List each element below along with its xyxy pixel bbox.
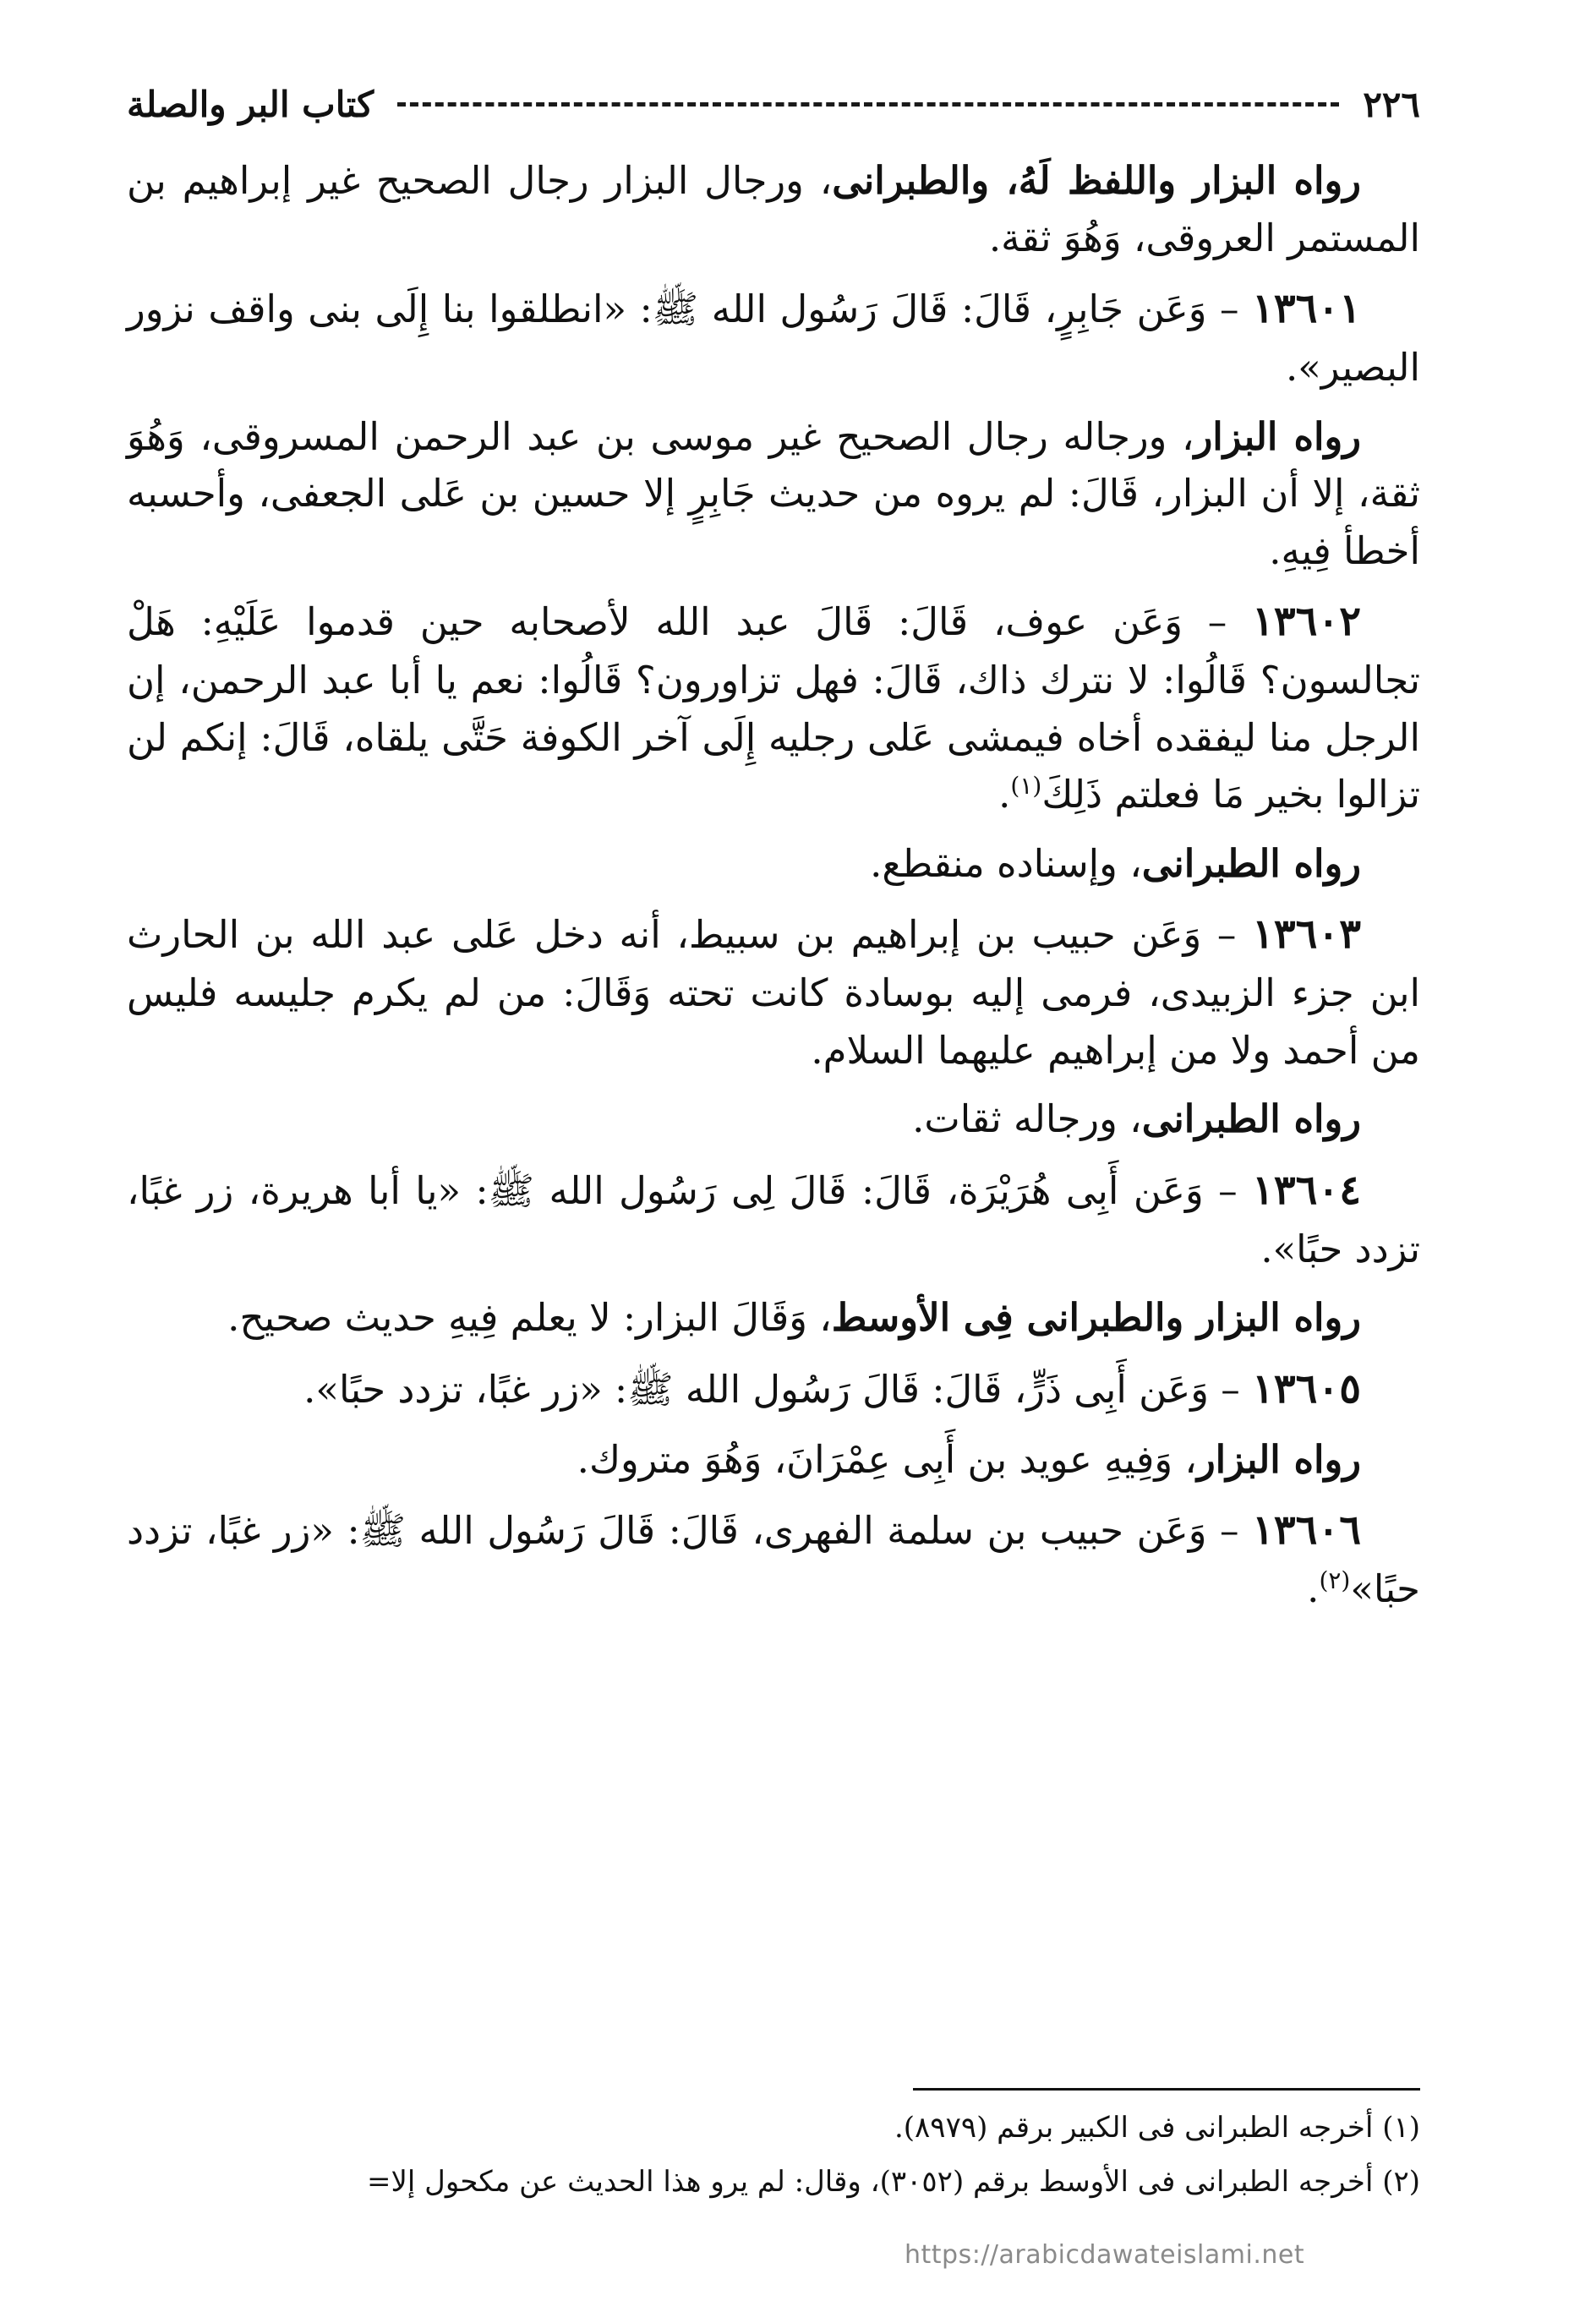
hadith-number: ١٣٦٠١ [1252,285,1361,332]
hadith-paragraph [127,1358,1420,1419]
hadith-text: – وَعَن أَبِى ذَرٍّ، قَالَ: قَالَ رَسُول الله ﷺ: «زر غبًا، تزدد حبًا». [303,1366,1253,1412]
footnote-text: (١) أخرجه الطبرانى فى الكبير برقم (٨٩٧٩). [894,2111,1420,2145]
source-note [127,1090,1420,1148]
source-name: رواه البزار واللفظ لَهُ، والطبرانى [832,158,1361,203]
chapter-title: كتاب البر والصلة [127,83,374,125]
hadith-paragraph [127,904,1420,1079]
hadith-text: – وَعَن أَبِى هُرَيْرَة، قَالَ: قَالَ لِى رَسُول الله ﷺ: «يا أبا هريرة، زر غبًا، تزدد حبًا». [127,1167,1420,1271]
source-name: رواه البزار [1194,413,1361,459]
source-note [127,408,1420,580]
hadith-number: ١٣٦٠٦ [1252,1506,1361,1554]
footnote-reference: (١) [1010,772,1042,800]
footnote-reference: (٢) [1319,1566,1351,1594]
source-comment: ، ورجال البزار رجال الصحيح غير إبراهيم بن المستمر العروقى، وَهُوَ ثقة. [127,158,1420,260]
source-comment: ، ورجاله ثقات. [912,1096,1142,1141]
source-note [127,1289,1420,1347]
source-name: رواه البزار والطبرانى فِى الأوسط [831,1295,1361,1340]
page-header [127,74,1420,134]
hadith-text: – وَعَن عوف، قَالَ: قَالَ عبد الله لأصحابه حين قدموا عَلَيْهِ: هَلْ تجالسون؟ قَالُوا: لا نترك ذاك، قَالَ: فهل تزاورون؟ قَالُوا: نعم يا أبا عبد الرحمن، إن الرجل منا ليفقده أخاه فيمشى عَلى رجليه إِلَى آخر الكوفة حَتَّى يلقاه، قَالَ: إنكم لن تزالوا بخير مَا فعلتم ذَلِكَ [127,599,1420,817]
hadith-paragraph [127,1160,1420,1278]
source-name: رواه الطبرانى [1141,840,1361,886]
hadith-text: – وَعَن حبيب بن سلمة الفهرى، قَالَ: قَالَ رَسُول الله ﷺ: «زر غبًا، تزدد حبًا» [127,1508,1420,1611]
source-note [127,1431,1420,1489]
footnote-text: (٢) أخرجه الطبرانى فى الأوسط برقم (٣٠٥٢)، وقال: لم يرو هذا الحديث عن مكحول إلا= [367,2165,1420,2200]
footnotes-section [127,2105,1420,2214]
hadith-paragraph: ١٣٦٠٢ – وَعَن عوف، قَالَ: قَالَ عبد الله لأصحابه حين قدموا عَلَيْهِ: هَلْ تجالسون؟ قَالُوا: لا نترك ذاك، قَالَ: فهل تزاورون؟ قَالُوا: نعم يا أبا عبد الرحمن، إن الرجل منا ليفقده أخاه فيمشى عَلى رجليه إِلَى آخر الكوفة حَتَّى يلقاه، قَالَ: إنكم لن تزالوا بخير مَا فعلتم ذَلِكَ$^{(١)}$. [127,598,1420,817]
source-comment: ، وَقَالَ البزار: لا يعلم فِيهِ حديث صحيح. [227,1295,832,1340]
hadith-number: ١٣٦٠٤ [1252,1166,1361,1214]
source-name: رواه الطبرانى [1141,1096,1361,1141]
source-comment: ، ورجاله رجال الصحيح غير موسى بن عبد الرحمن المسروقى، وَهُوَ ثقة، إلا أن البزار، قَالَ: لم يروه من حديث جَابِرٍ إلا حسين بن عَلى الجعفى، وأحسبه أخطأ فِيهِ. [127,413,1420,573]
main-text [127,152,1420,1630]
source-comment: ، وَفِيهِ عويد بن أَبِى عِمْرَانَ، وَهُوَ متروك. [577,1436,1197,1482]
hadith-text: – وَعَن جَابِرٍ، قَالَ: قَالَ رَسُول الله ﷺ: «انطلقوا بنا إِلَى بنى واقف نزور البصير». [127,287,1420,390]
hadith-paragraph [127,278,1420,396]
source-note [127,152,1420,266]
footnote-separator [913,2088,1420,2091]
source-name: رواه البزار [1196,1436,1361,1482]
hadith-number: ١٣٦٠٥ [1252,1364,1361,1413]
hadith-number: ١٣٦٠٢ [1252,598,1361,645]
page-number: ٢٢٦ [1363,83,1420,125]
watermark-url: https://arabicdawateislami.net [905,2240,1305,2270]
hadith-text: – وَعَن حبيب بن إبراهيم بن سبيط، أنه دخل عَلى عبد الله بن الحارث ابن جزء الزبيدى، فرمى إليه بوسادة كانت تحته وَقَالَ: من لم يكرم جليسه فليس من أحمد ولا من إبراهيم عليهما السلام. [127,912,1420,1073]
hadith-number: ١٣٦٠٣ [1252,910,1361,958]
source-comment: ، وإسناده منقطع. [870,840,1142,886]
hadith-paragraph: ١٣٦٠٦ – وَعَن حبيب بن سلمة الفهرى، قَالَ: قَالَ رَسُول الله ﷺ: «زر غبًا، تزدد حبًا»$^{(٢)}$. [127,1506,1420,1611]
source-note [127,835,1420,893]
header-dashed-rule [397,102,1339,107]
